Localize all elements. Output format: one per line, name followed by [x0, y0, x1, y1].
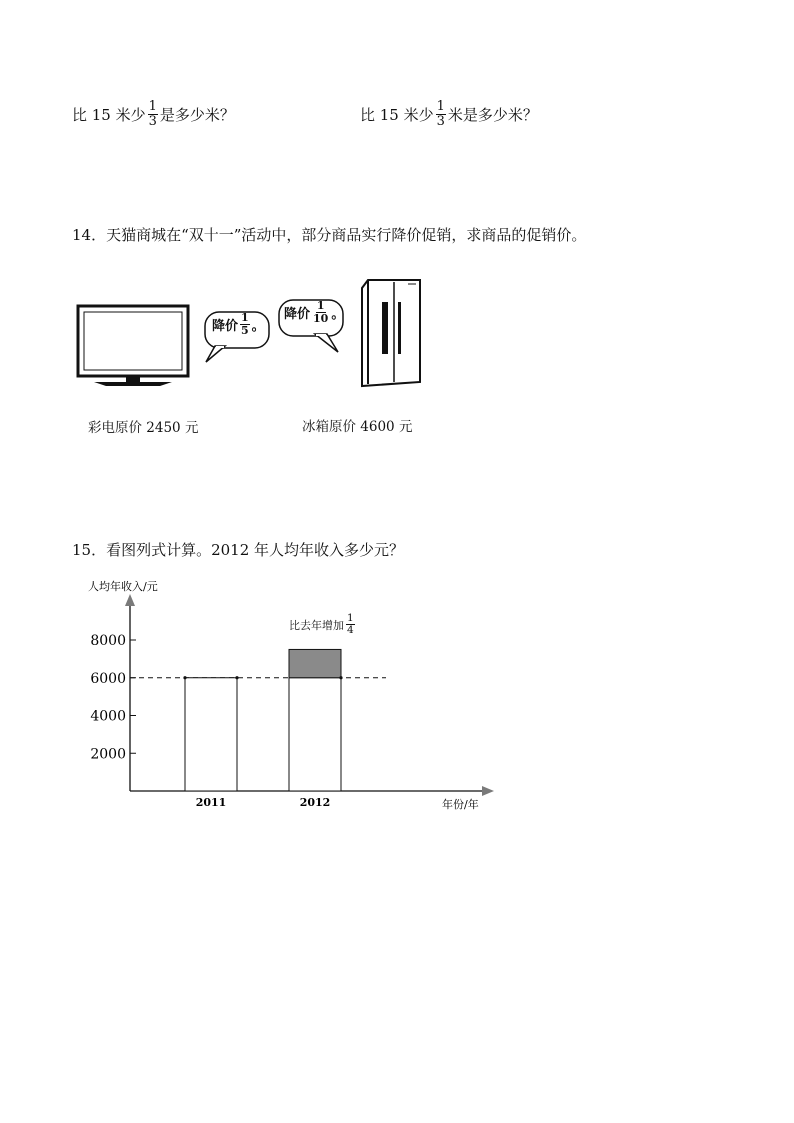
fraction-denominator: 4 — [347, 624, 354, 637]
fraction-numerator: 1 — [148, 99, 157, 114]
q13-left-pre: 比 15 米少 — [72, 105, 146, 124]
q13-right-pre: 比 15 米少 — [360, 105, 434, 124]
bar-2012-base — [289, 678, 341, 791]
y-axis-label: 人均年收入/元 — [88, 580, 158, 593]
bubble-label: 降价 — [284, 306, 311, 322]
y-tick-label: 6000 — [90, 670, 126, 687]
x-axis-arrow — [482, 786, 494, 796]
y-tick-label: 2000 — [90, 746, 126, 763]
annotation-text: 比去年增加 — [289, 618, 344, 632]
reference-point — [183, 676, 186, 679]
fraction-numerator: 1 — [316, 299, 325, 312]
fraction-numerator: 1 — [347, 612, 354, 625]
fraction-denominator: 10 — [313, 311, 329, 325]
y-tick-label: 8000 — [90, 633, 126, 649]
fraction-denominator: 3 — [436, 113, 445, 129]
chart-annotation — [289, 613, 357, 636]
q13-right-post: 米是多少米？ — [447, 105, 538, 124]
annotation-fraction — [346, 613, 355, 636]
tv-price-caption: 彩电原价 2450 元 — [88, 420, 199, 436]
bubble-label: 降价 — [212, 318, 239, 334]
q15-text: 15．看图列式计算。2012 年人均年收入多少元？ — [72, 541, 405, 559]
y-axis-arrow — [125, 594, 135, 606]
x-tick-label: 2011 — [195, 796, 227, 809]
fraction-numerator: 1 — [436, 99, 445, 114]
y-tick-label: 4000 — [90, 708, 126, 725]
x-axis-label: 年份/年 — [442, 798, 479, 811]
bar-2011 — [185, 678, 237, 791]
fraction-numerator: 1 — [241, 311, 249, 324]
x-tick-label: 2012 — [299, 796, 331, 809]
bubble-punct: 。 — [331, 306, 345, 322]
fraction-denominator: 5 — [241, 323, 249, 337]
q14-text: 14．天猫商城在“双十一”活动中，部分商品实行降价促销，求商品的促销价。 — [72, 226, 587, 244]
fraction-denominator: 3 — [148, 113, 157, 129]
fridge-price-caption: 冰箱原价 4600 元 — [302, 419, 413, 435]
reference-point — [339, 676, 342, 679]
bar-2012-increase — [289, 649, 341, 677]
reference-point — [235, 676, 238, 679]
q13-left-post: 是多少米？ — [159, 105, 235, 124]
bubble-punct: 。 — [251, 318, 265, 334]
